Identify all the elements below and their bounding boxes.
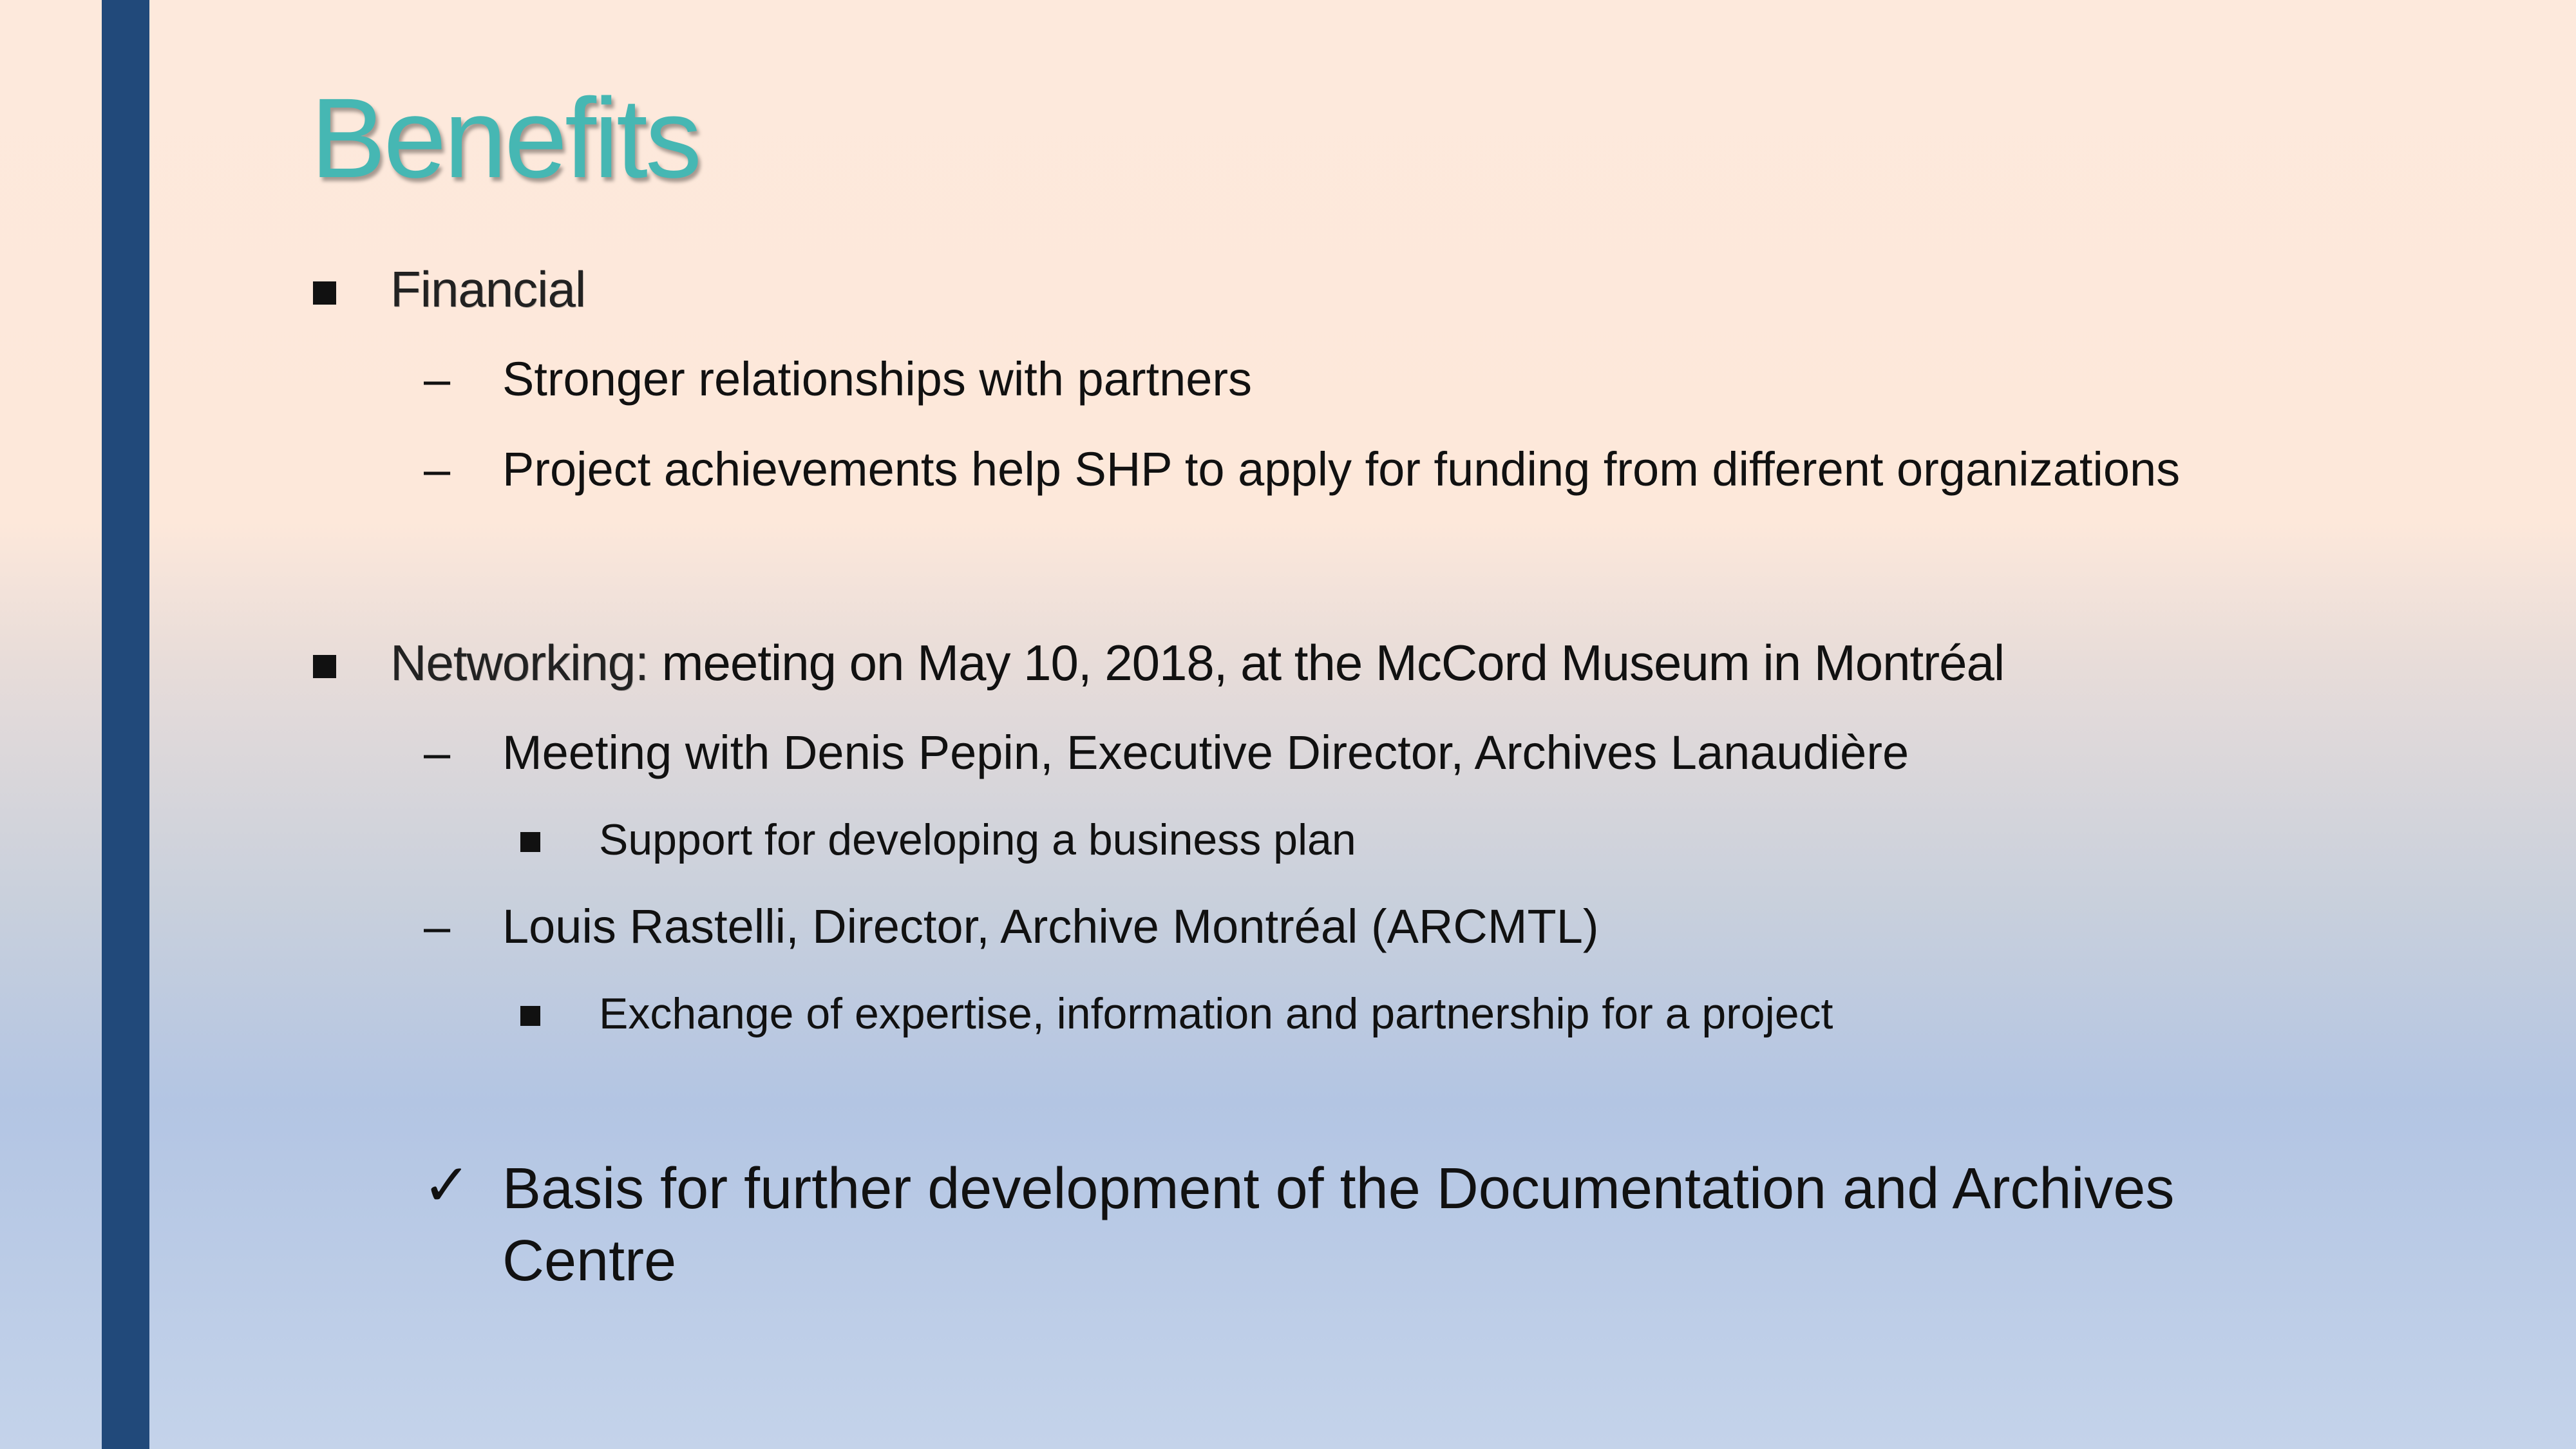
- square-bullet-icon: [313, 655, 336, 681]
- financial-heading: Financial: [390, 261, 586, 317]
- check-icon: ✓: [422, 1153, 471, 1218]
- networking-subitem: Support for developing a business plan: [599, 815, 1356, 864]
- dash-bullet-icon: –: [424, 900, 451, 953]
- side-accent-bar: [102, 0, 149, 1449]
- financial-item: Project achievements help SHP to apply for funding from different organizations: [502, 442, 2181, 496]
- square-bullet-icon: [520, 1006, 540, 1029]
- dash-bullet-icon: –: [424, 442, 451, 496]
- networking-item: Meeting with Denis Pepin, Executive Director, Archives Lanaudière: [502, 726, 1909, 779]
- networking-heading: Networking:: [390, 634, 649, 691]
- square-bullet-icon: [520, 832, 540, 855]
- networking-line: [390, 633, 2004, 694]
- networking-subitem: Exchange of expertise, information and partnership for a project: [599, 989, 1833, 1038]
- conclusion-line-2: Centre: [502, 1229, 677, 1293]
- financial-item: Stronger relationships with partners: [502, 352, 1253, 406]
- slide-title: Benefits: [310, 75, 699, 202]
- dash-bullet-icon: –: [424, 352, 451, 406]
- networking-item: Louis Rastelli, Director, Archive Montréal (ARCMTL): [502, 900, 1599, 953]
- conclusion-line-1: Basis for further development of the Documentation and Archives: [502, 1157, 2175, 1221]
- dash-bullet-icon: –: [424, 726, 451, 779]
- networking-detail: meeting on May 10, 2018, at the McCord Museum in Montréal: [648, 634, 2005, 691]
- square-bullet-icon: [313, 281, 336, 308]
